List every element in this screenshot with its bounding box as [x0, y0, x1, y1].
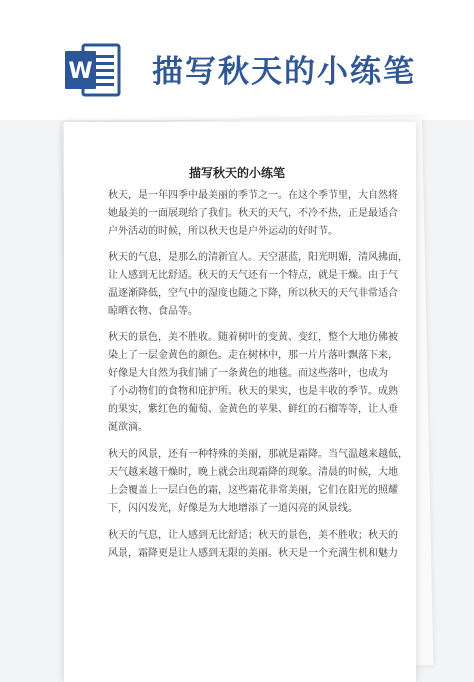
paragraph-line: 好像是大自然为我们铺了一条黄色的地毯。而这些落叶，也成为 — [108, 368, 388, 379]
paragraph-line: 户外活动的时候，所以秋天也是户外运动的好时节。 — [108, 226, 338, 237]
paragraph-line: 秋天，是一年四季中最美丽的季节之一。在这个季节里，大自然将 — [108, 190, 398, 201]
paragraph-line: 染上了一层金黄色的颜色。走在树林中，那一片片落叶飘落下来， — [108, 350, 398, 361]
header-banner — [0, 0, 474, 120]
paragraph-line: 了小动物们的食物和庇护所。秋天的果实，也是丰收的季节。成熟 — [108, 386, 398, 397]
paragraph-line: 秋天的景色，美不胜收。随着树叶的变黄、变红，整个大地仿佛被 — [108, 332, 398, 343]
paragraph-line: 下，闪闪发光，好像是为大地增添了一道闪亮的风景线。 — [108, 503, 358, 514]
paragraph-1 — [108, 187, 398, 241]
word-logo-letter: W — [68, 59, 93, 84]
paragraph-4 — [108, 446, 408, 518]
paragraph-line: 秋天的气息，让人感到无比舒适；秋天的景色，美不胜收；秋天的 — [108, 530, 398, 541]
paragraph-line: 天气越来越干燥时，晚上就会出现霜降的现象。清晨的时候，大地 — [108, 467, 398, 478]
paragraph-line: 的果实，紫红色的葡萄、金黄色的苹果、鲜红的石榴等等，让人垂 — [108, 404, 398, 415]
paragraph-line: 秋天的气息，是那么的清新宜人。天空湛蓝，阳光明媚，清风拂面， — [108, 252, 408, 263]
paragraph-line: 晾晒衣物、食品等。 — [108, 306, 198, 317]
paragraph-5 — [108, 527, 398, 563]
paragraph-line: 上会覆盖上一层白色的霜，这些霜花非常美丽，它们在阳光的照耀 — [108, 485, 398, 496]
paragraph-3 — [108, 329, 398, 437]
paragraph-line: 秋天的风景，还有一种特殊的美丽，那就是霜降。当气温越来越低， — [108, 449, 408, 460]
paragraph-2 — [108, 249, 408, 321]
paragraph-line: 她最美的一面展现给了我们。秋天的天气，不冷不热，正是最适合 — [108, 208, 398, 219]
paragraph-line: 让人感到无比舒适。秋天的天气还有一个特点，就是干燥。由于气 — [108, 270, 398, 281]
paragraph-line: 温逐渐降低，空气中的湿度也随之下降，所以秋天的天气非常适合 — [108, 288, 398, 299]
paragraph-line: 风景，霜降更是让人感到无限的美丽。秋天是一个充满生机和魅力 — [108, 548, 398, 559]
word-document-icon — [63, 40, 123, 100]
document-title: 描写秋天的小练笔 — [188, 166, 285, 180]
banner-title: 描写秋天的小练笔 — [152, 54, 416, 90]
paragraph-line: 涎欲滴。 — [108, 422, 148, 433]
